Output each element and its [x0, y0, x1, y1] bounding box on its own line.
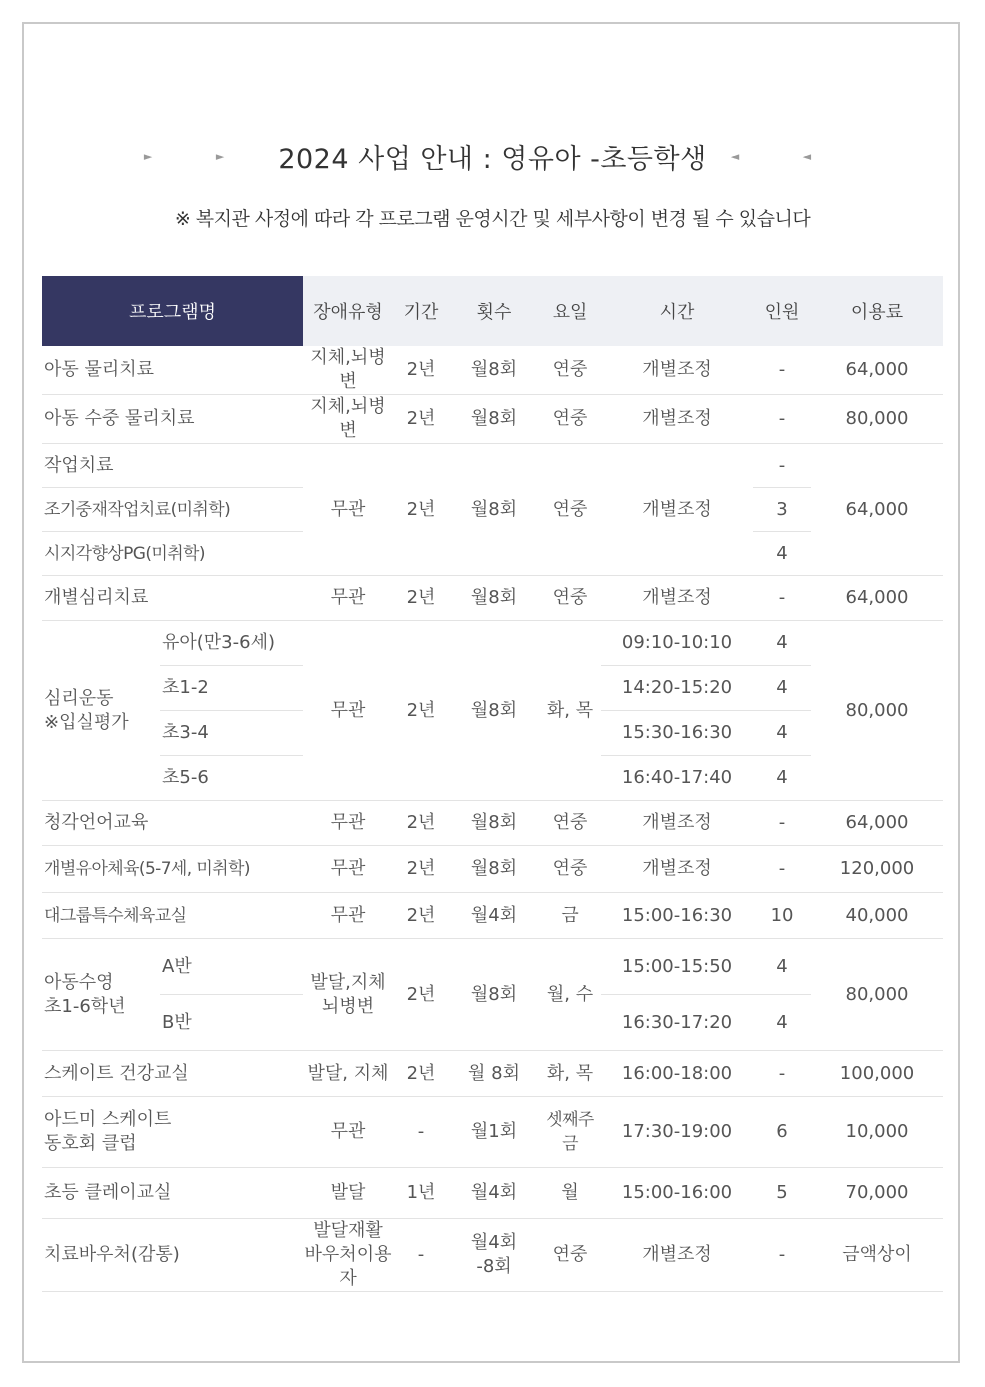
program-table — [42, 276, 943, 1292]
count-line2: -8회 — [476, 1256, 512, 1277]
day: 화, 목 — [539, 1051, 601, 1097]
fee: 64,000 — [811, 444, 943, 576]
fee: 40,000 — [811, 893, 943, 939]
table-row — [42, 576, 943, 621]
period: 2년 — [393, 444, 449, 576]
sub-program: B반 — [160, 995, 303, 1051]
fee: 64,000 — [811, 801, 943, 846]
program-name: 시지각향상PG(미취학) — [42, 532, 303, 576]
table-row — [42, 1097, 943, 1168]
header-count: 횟수 — [449, 276, 539, 346]
header-day: 요일 — [539, 276, 601, 346]
program-name: 초등 클레이교실 — [42, 1168, 303, 1219]
time: 개별조정 — [601, 395, 753, 444]
header-fee: 이용료 — [811, 276, 943, 346]
table-row — [42, 1051, 943, 1097]
day: 화, 목 — [539, 621, 601, 801]
period: 2년 — [393, 1051, 449, 1097]
disability-type-line1: 발달재활 — [313, 1220, 383, 1241]
program-name: 청각언어교육 — [42, 801, 303, 846]
time: 15:30-16:30 — [601, 711, 753, 756]
people: - — [753, 846, 811, 893]
program-name — [42, 621, 160, 801]
day: 월, 수 — [539, 939, 601, 1051]
period: - — [393, 1097, 449, 1168]
time: 15:00-16:00 — [601, 1168, 753, 1219]
count: 월1회 — [449, 1097, 539, 1168]
period: 2년 — [393, 576, 449, 621]
left-arrow-icons: ► ► — [143, 149, 255, 163]
header-time: 시간 — [601, 276, 753, 346]
disability-type: 발달, 지체 — [303, 1051, 393, 1097]
disability-type: 무관 — [303, 1097, 393, 1168]
program-name-line1: 심리운동 — [44, 687, 114, 709]
time: 개별조정 — [601, 346, 753, 395]
time: 16:00-18:00 — [601, 1051, 753, 1097]
people: 10 — [753, 893, 811, 939]
sub-program: 초3-4 — [160, 711, 303, 756]
program-name: 조기중재작업치료(미취학) — [42, 488, 303, 532]
title-row — [0, 134, 985, 178]
header-disability-type: 장애유형 — [303, 276, 393, 346]
program-name: 스케이트 건강교실 — [42, 1051, 303, 1097]
time: 개별조정 — [601, 846, 753, 893]
fee: 80,000 — [811, 939, 943, 1051]
table-row — [42, 346, 943, 395]
period: 2년 — [393, 395, 449, 444]
day: 연중 — [539, 444, 601, 576]
table-row — [42, 801, 943, 846]
program-name: 대그룹특수체육교실 — [42, 893, 303, 939]
people: 4 — [753, 939, 811, 995]
sub-program: A반 — [160, 939, 303, 995]
count: 월 8회 — [449, 1051, 539, 1097]
count: 월8회 — [449, 801, 539, 846]
time: 16:40-17:40 — [601, 756, 753, 801]
count: 월8회 — [449, 576, 539, 621]
day: 연중 — [539, 801, 601, 846]
disability-type: 무관 — [303, 801, 393, 846]
day: 셋째주 금 — [539, 1097, 601, 1168]
right-arrow-icons: ◄ ◄ — [730, 149, 842, 163]
disability-type — [303, 1219, 393, 1292]
table-row — [42, 444, 943, 488]
page-title: 2024 사업 안내 : 영유아 -초등학생 — [278, 143, 707, 175]
fee: 64,000 — [811, 576, 943, 621]
fee: 120,000 — [811, 846, 943, 893]
table-row — [42, 395, 943, 444]
table-header-row — [42, 276, 943, 346]
count: 월4회 — [449, 1168, 539, 1219]
table-row — [42, 893, 943, 939]
period: 2년 — [393, 621, 449, 801]
time: 14:20-15:20 — [601, 666, 753, 711]
period: 2년 — [393, 893, 449, 939]
period: - — [393, 1219, 449, 1292]
fee: 금액상이 — [811, 1219, 943, 1292]
disability-type: 지체,뇌병변 — [303, 395, 393, 444]
day: 연중 — [539, 576, 601, 621]
fee: 80,000 — [811, 395, 943, 444]
disability-type — [303, 939, 393, 1051]
table-row — [42, 939, 943, 995]
people: - — [753, 801, 811, 846]
time: 15:00-15:50 — [601, 939, 753, 995]
disability-type: 무관 — [303, 893, 393, 939]
table-row — [42, 1168, 943, 1219]
time: 09:10-10:10 — [601, 621, 753, 666]
period: 2년 — [393, 846, 449, 893]
disability-type: 무관 — [303, 444, 393, 576]
table-row — [42, 1219, 943, 1292]
disability-type: 무관 — [303, 846, 393, 893]
people: 4 — [753, 621, 811, 666]
fee: 80,000 — [811, 621, 943, 801]
program-name — [42, 1097, 303, 1168]
disability-type: 지체,뇌병변 — [303, 346, 393, 395]
program-name: 개별유아체육(5-7세, 미취학) — [42, 846, 303, 893]
header-people: 인원 — [753, 276, 811, 346]
header-period: 기간 — [393, 276, 449, 346]
time: 15:00-16:30 — [601, 893, 753, 939]
program-name: 아동 물리치료 — [42, 346, 303, 395]
period: 1년 — [393, 1168, 449, 1219]
time: 개별조정 — [601, 1219, 753, 1292]
fee: 10,000 — [811, 1097, 943, 1168]
disability-type-line2: 뇌병변 — [321, 995, 375, 1017]
people: - — [753, 1219, 811, 1292]
day: 연중 — [539, 346, 601, 395]
table-row — [42, 846, 943, 893]
header-program-name: 프로그램명 — [42, 276, 303, 346]
program-name — [42, 939, 160, 1051]
program-name-line2: 동호회 클럽 — [44, 1133, 137, 1154]
people: 4 — [753, 532, 811, 576]
sub-program: 유아(만3-6세) — [160, 621, 303, 666]
period: 2년 — [393, 939, 449, 1051]
disability-type: 무관 — [303, 621, 393, 801]
program-name: 아동 수중 물리치료 — [42, 395, 303, 444]
sub-program: 초5-6 — [160, 756, 303, 801]
people: 4 — [753, 995, 811, 1051]
program-name: 작업치료 — [42, 444, 303, 488]
people: 4 — [753, 666, 811, 711]
count-line1: 월4회 — [470, 1232, 518, 1253]
count: 월8회 — [449, 846, 539, 893]
time: 개별조정 — [601, 801, 753, 846]
fee: 64,000 — [811, 346, 943, 395]
table-row — [42, 621, 943, 666]
day: 연중 — [539, 1219, 601, 1292]
fee: 100,000 — [811, 1051, 943, 1097]
disability-type-line2: 바우처이용자 — [304, 1244, 392, 1289]
program-name-line1: 아동수영 — [44, 971, 114, 993]
time: 17:30-19:00 — [601, 1097, 753, 1168]
time: 개별조정 — [601, 576, 753, 621]
people: - — [753, 576, 811, 621]
notice-text: ※ 복지관 사정에 따라 각 프로그램 운영시간 및 세부사항이 변경 될 수 있습니다 — [174, 208, 811, 230]
time: 개별조정 — [601, 444, 753, 576]
count: 월8회 — [449, 621, 539, 801]
fee: 70,000 — [811, 1168, 943, 1219]
count: 월8회 — [449, 395, 539, 444]
program-name-line2: 초1-6학년 — [44, 995, 126, 1017]
count: 월4회 — [449, 893, 539, 939]
people: - — [753, 444, 811, 488]
program-name-line1: 아드미 스케이트 — [44, 1109, 172, 1130]
count: 월8회 — [449, 444, 539, 576]
people: - — [753, 395, 811, 444]
day: 연중 — [539, 846, 601, 893]
disability-type-line1: 발달,지체 — [310, 971, 386, 993]
program-name: 개별심리치료 — [42, 576, 303, 621]
people: 3 — [753, 488, 811, 532]
people: 4 — [753, 711, 811, 756]
people: 5 — [753, 1168, 811, 1219]
count: 월8회 — [449, 939, 539, 1051]
people: - — [753, 1051, 811, 1097]
program-name-line2: ※입실평가 — [44, 711, 129, 733]
time: 16:30-17:20 — [601, 995, 753, 1051]
period: 2년 — [393, 346, 449, 395]
people: 4 — [753, 756, 811, 801]
day: 금 — [539, 893, 601, 939]
count — [449, 1219, 539, 1292]
day: 월 — [539, 1168, 601, 1219]
period: 2년 — [393, 801, 449, 846]
count: 월8회 — [449, 346, 539, 395]
program-name: 치료바우처(감통) — [42, 1219, 303, 1292]
disability-type: 무관 — [303, 576, 393, 621]
people: - — [753, 346, 811, 395]
sub-program: 초1-2 — [160, 666, 303, 711]
disability-type: 발달 — [303, 1168, 393, 1219]
people: 6 — [753, 1097, 811, 1168]
day: 연중 — [539, 395, 601, 444]
